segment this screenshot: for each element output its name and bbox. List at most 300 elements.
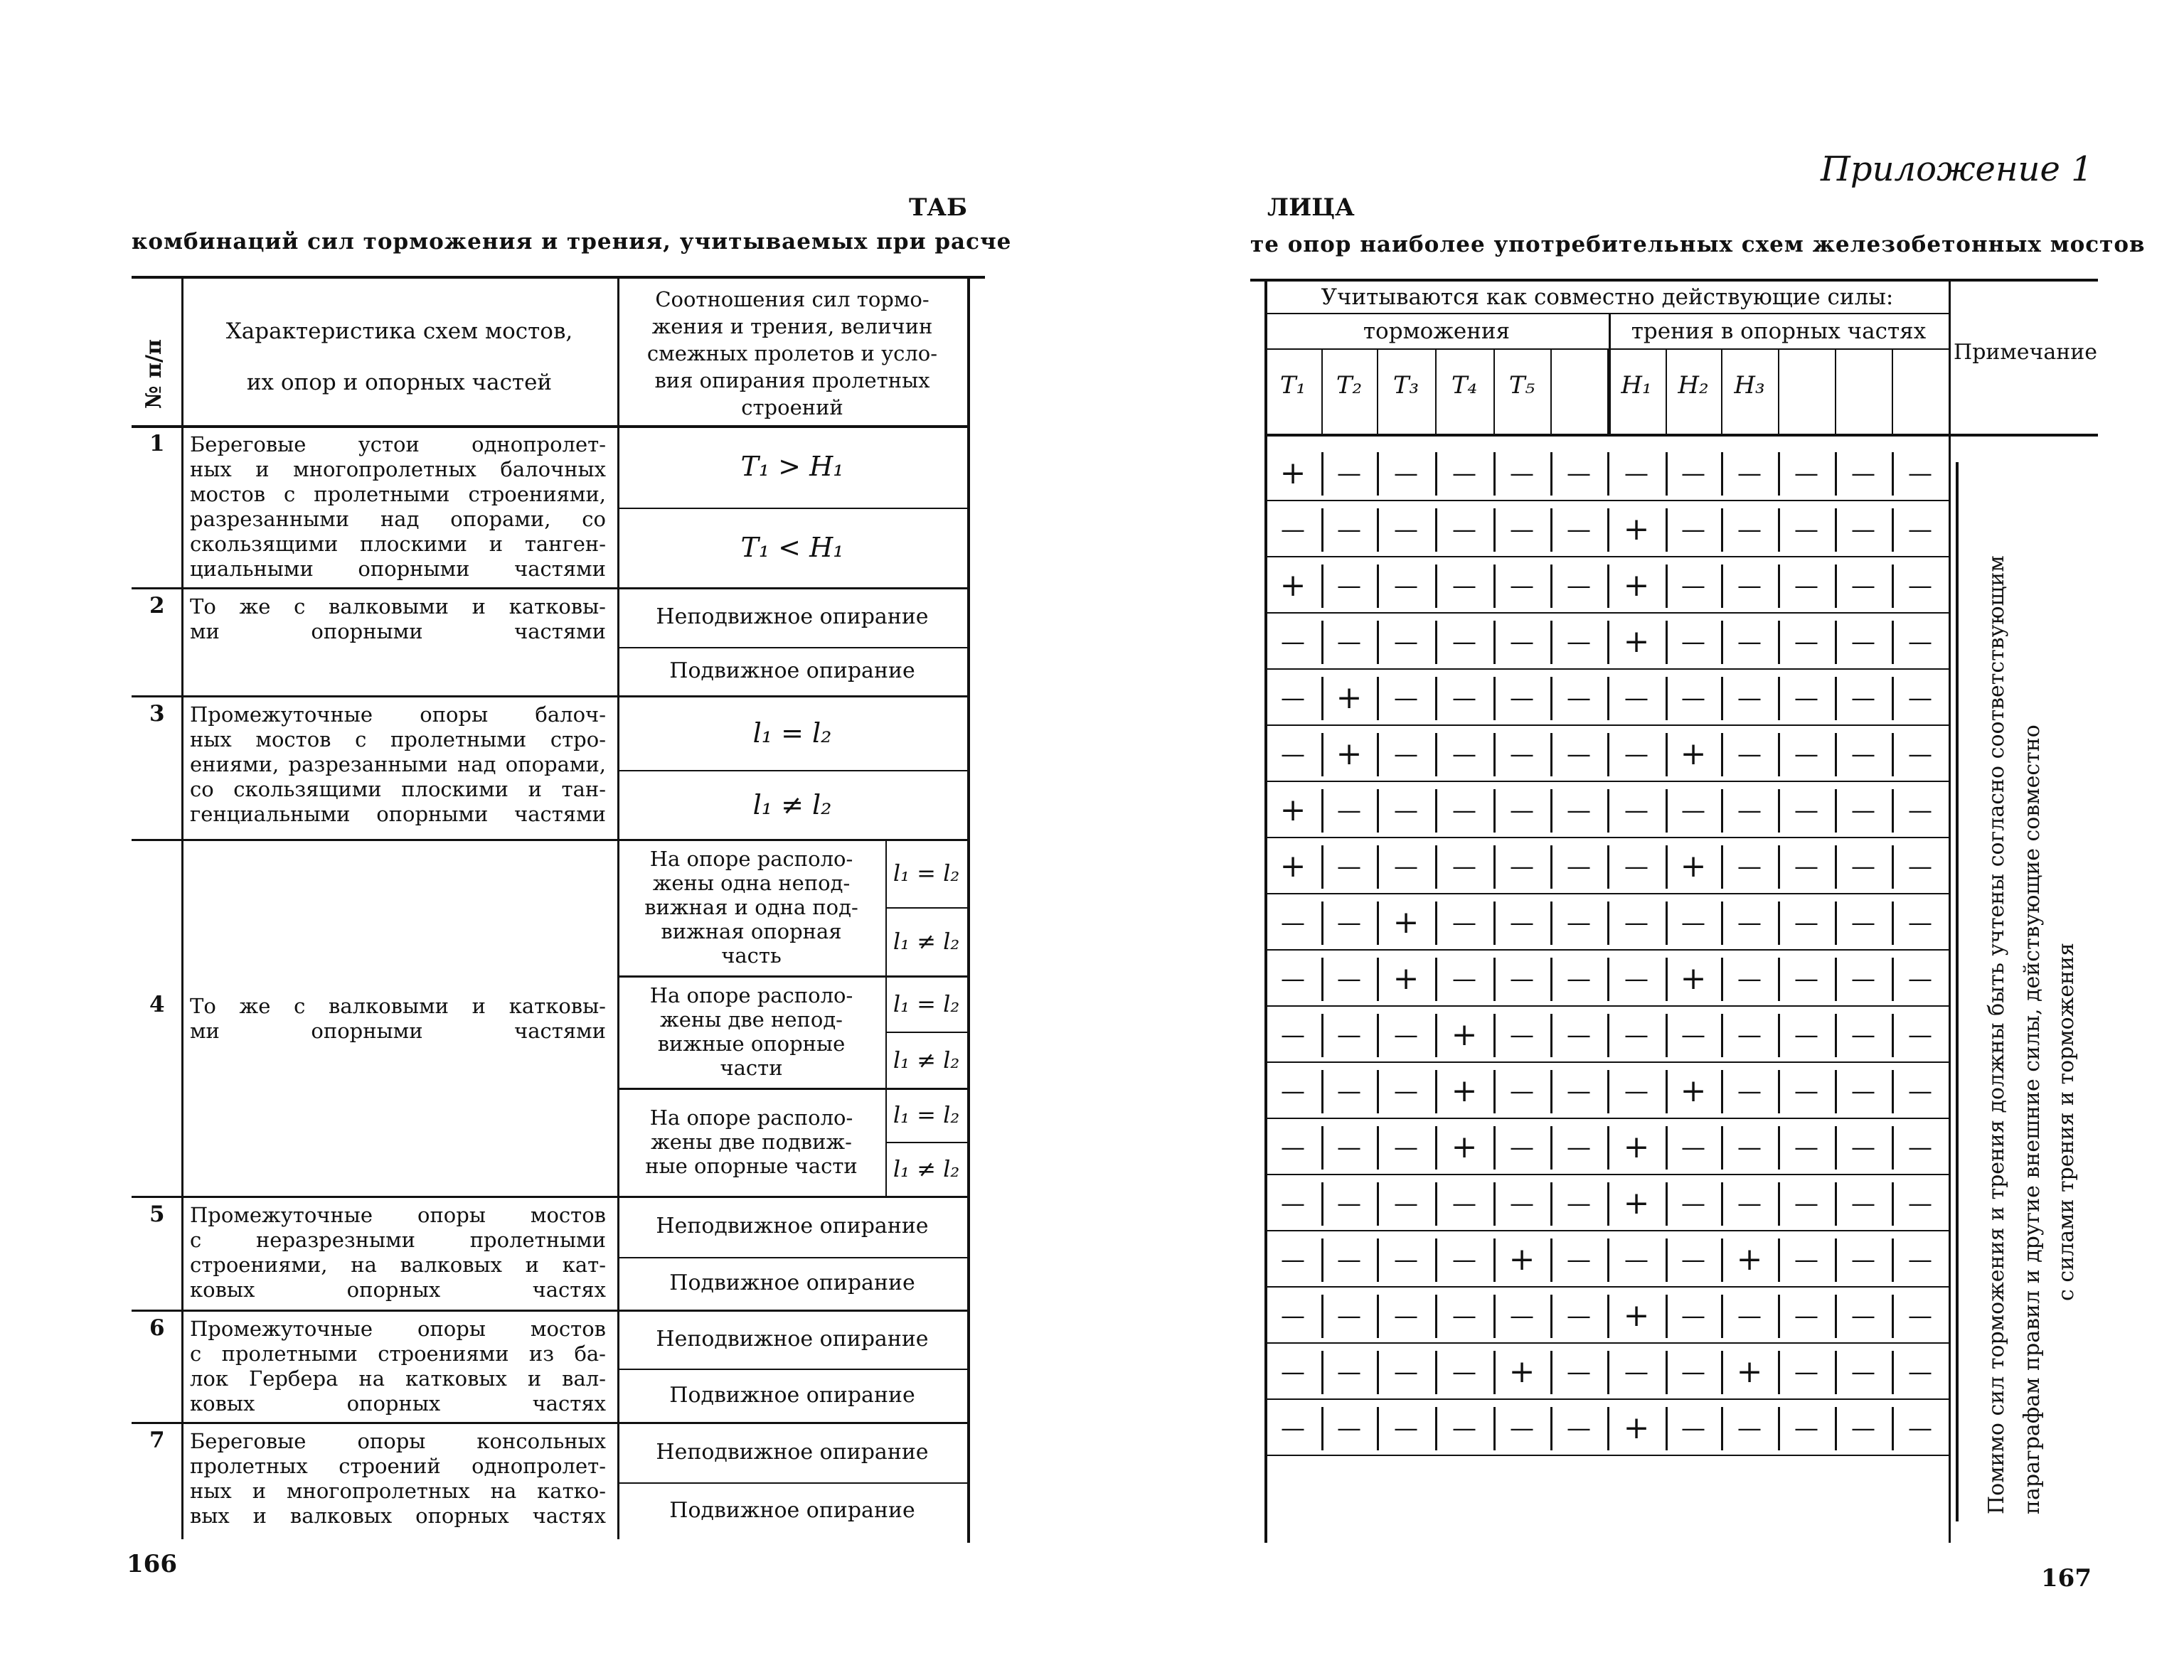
data-row-rule: [1264, 1230, 1949, 1231]
row-number: 1: [149, 431, 165, 456]
right-table-top-rule: [1250, 279, 2098, 282]
dash-sign: —: [1908, 1246, 1932, 1274]
dash-sign: —: [1624, 1358, 1648, 1386]
subgroup-text: вижная и одна под-: [644, 895, 858, 919]
dash-sign: —: [1394, 1077, 1418, 1106]
dash-sign: —: [1510, 1414, 1534, 1443]
dash-sign: —: [1510, 796, 1534, 825]
dash-sign: —: [1510, 572, 1534, 600]
dash-sign: —: [1281, 965, 1305, 993]
dash-sign: —: [1794, 459, 1818, 488]
dash-sign: —: [1281, 1302, 1305, 1330]
dash-sign: —: [1510, 965, 1534, 993]
dash-sign: —: [1337, 1077, 1361, 1106]
dash-sign: —: [1510, 1302, 1534, 1330]
dash-sign: —: [1567, 1414, 1591, 1443]
dash-sign: —: [1851, 1414, 1875, 1443]
dash-sign: —: [1510, 515, 1534, 544]
dash-sign: —: [1794, 628, 1818, 656]
ratio-split: [617, 508, 967, 509]
ratio-split: [617, 770, 967, 771]
ratio-cell: l₁ ≠ l₂: [752, 788, 832, 820]
row-description: ных и многопролетных балочных: [190, 457, 606, 481]
dash-sign: —: [1851, 1021, 1875, 1049]
ratio-split: [617, 1369, 967, 1370]
plus-sign: +: [1508, 1241, 1535, 1278]
dash-sign: —: [1794, 1133, 1818, 1162]
data-row-rule: [1264, 837, 1949, 838]
note-bracket: [1956, 462, 1959, 1521]
dash-sign: —: [1851, 909, 1875, 937]
dash-sign: —: [1681, 515, 1705, 544]
dash-sign: —: [1394, 1302, 1418, 1330]
dash-sign: —: [1337, 1189, 1361, 1218]
friction-header: трения в опорных частях: [1631, 319, 1927, 344]
row-description: скользящими плоскими и танген-: [190, 532, 606, 556]
dash-sign: —: [1851, 740, 1875, 769]
dash-sign: —: [1908, 1021, 1932, 1049]
left-col-divider: [967, 276, 970, 1543]
dash-sign: —: [1394, 515, 1418, 544]
plus-sign: +: [1451, 1073, 1478, 1109]
dash-sign: —: [1510, 1021, 1534, 1049]
column-head-divider: [1778, 348, 1779, 434]
data-row-rule: [1264, 612, 1949, 614]
row-description: ми опорными частями: [190, 619, 606, 643]
dash-sign: —: [1510, 1133, 1534, 1162]
dash-sign: —: [1567, 515, 1591, 544]
column-head-divider: [1892, 348, 1893, 434]
ratio-split: [617, 1482, 967, 1484]
dash-sign: —: [1452, 1358, 1476, 1386]
row-description: лок Гербера на катковых и вал-: [190, 1366, 606, 1391]
dash-sign: —: [1737, 796, 1762, 825]
data-row-rule: [1264, 668, 1949, 670]
ratio-cell: Подвижное опирание: [669, 1498, 915, 1523]
dash-sign: —: [1452, 796, 1476, 825]
subgroup-text: вижная опорная: [661, 919, 842, 943]
dash-sign: —: [1567, 1246, 1591, 1274]
dash-sign: —: [1737, 1133, 1762, 1162]
data-row-rule: [1264, 1398, 1949, 1400]
row-description: ковых опорных частях: [190, 1278, 606, 1302]
plus-sign: +: [1279, 455, 1306, 491]
dash-sign: —: [1281, 740, 1305, 769]
dash-sign: —: [1452, 628, 1476, 656]
dash-sign: —: [1567, 1358, 1591, 1386]
subgroup-ratio: l₁ = l₂: [893, 1101, 960, 1128]
subgroup-text: На опоре располо-: [649, 847, 853, 871]
dash-sign: —: [1681, 684, 1705, 712]
ratio-cell: l₁ = l₂: [752, 717, 832, 749]
dash-sign: —: [1908, 796, 1932, 825]
dash-sign: —: [1510, 909, 1534, 937]
dash-sign: —: [1681, 909, 1705, 937]
plus-sign: +: [1279, 848, 1306, 884]
row-number: 3: [149, 701, 165, 727]
row-description: строениями, на валковых и кат-: [190, 1253, 606, 1277]
dash-sign: —: [1452, 684, 1476, 712]
dash-sign: —: [1567, 628, 1591, 656]
dash-sign: —: [1337, 796, 1361, 825]
dash-sign: —: [1681, 1358, 1705, 1386]
dash-sign: —: [1737, 852, 1762, 881]
dash-sign: —: [1394, 1358, 1418, 1386]
dash-sign: —: [1681, 1302, 1705, 1330]
dash-sign: —: [1281, 909, 1305, 937]
dash-sign: —: [1452, 1302, 1476, 1330]
column-head-divider: [1550, 348, 1552, 434]
right-note-divider: [1949, 279, 1951, 1543]
dash-sign: —: [1851, 1302, 1875, 1330]
row-description: мостов с пролетными строениями,: [190, 482, 606, 506]
row-description: То же с валковыми и катковы-: [190, 594, 606, 619]
dash-sign: —: [1681, 459, 1705, 488]
note-line: с силами трения и торможения: [2054, 942, 2079, 1301]
column-head: T₂: [1336, 371, 1363, 400]
dash-sign: —: [1851, 1077, 1875, 1106]
dash-sign: —: [1510, 1077, 1534, 1106]
plus-sign: +: [1336, 736, 1363, 772]
subgroup-split: [885, 1142, 967, 1143]
dash-sign: —: [1737, 628, 1762, 656]
plus-sign: +: [1680, 1073, 1707, 1109]
dash-sign: —: [1794, 740, 1818, 769]
dash-sign: —: [1510, 740, 1534, 769]
dash-sign: —: [1737, 515, 1762, 544]
data-row-rule: [1264, 556, 1949, 557]
dash-sign: —: [1681, 1189, 1705, 1218]
dash-sign: —: [1908, 1414, 1932, 1443]
dash-sign: —: [1510, 459, 1534, 488]
dash-sign: —: [1281, 1133, 1305, 1162]
dash-sign: —: [1452, 852, 1476, 881]
dash-sign: —: [1394, 459, 1418, 488]
dash-sign: —: [1851, 1246, 1875, 1274]
dash-sign: —: [1737, 740, 1762, 769]
dash-sign: —: [1567, 796, 1591, 825]
dash-sign: —: [1567, 965, 1591, 993]
plus-sign: +: [1392, 961, 1419, 997]
dash-sign: —: [1624, 852, 1648, 881]
note-header: Примечание: [1954, 340, 2097, 365]
ratio-cell: Подвижное опирание: [669, 1382, 915, 1408]
plus-sign: +: [1680, 848, 1707, 884]
group-header: Учитываются как совместно действующие силы:: [1321, 284, 1894, 310]
dash-sign: —: [1567, 1302, 1591, 1330]
plus-sign: +: [1623, 511, 1650, 547]
dash-sign: —: [1567, 740, 1591, 769]
subgroup-text: ные опорные части: [645, 1154, 858, 1178]
plus-sign: +: [1336, 680, 1363, 716]
row-divider: [132, 1422, 967, 1424]
page-number-left: 166: [127, 1550, 177, 1578]
data-row-rule: [1264, 781, 1949, 782]
row-number: 5: [149, 1202, 165, 1227]
right-subgroup-rule: [1264, 348, 1949, 350]
dash-sign: —: [1281, 628, 1305, 656]
dash-sign: —: [1681, 572, 1705, 600]
dash-sign: —: [1794, 1021, 1818, 1049]
plus-sign: +: [1451, 1017, 1478, 1053]
dash-sign: —: [1281, 1358, 1305, 1386]
row-description: ми опорными частями: [190, 1019, 606, 1043]
subgroup-ratio: l₁ = l₂: [893, 990, 960, 1017]
header-ratio-label: жения и трения, величин: [651, 314, 933, 338]
row-description: циальными опорными частями: [190, 557, 606, 581]
dash-sign: —: [1567, 1189, 1591, 1218]
row-divider: [132, 695, 967, 697]
dash-sign: —: [1851, 965, 1875, 993]
row-description: генциальными опорными частями: [190, 802, 606, 826]
data-row-rule: [1264, 1061, 1949, 1063]
note-line: параграфам правил и другие внешние силы, действующие совместно: [2020, 724, 2045, 1514]
dash-sign: —: [1452, 515, 1476, 544]
row-description: Промежуточные опоры мостов: [190, 1203, 606, 1227]
column-head: T₁: [1279, 371, 1306, 400]
header-char-label: Характеристика схем мостов,: [225, 319, 573, 344]
plus-sign: +: [1623, 1298, 1650, 1334]
plus-sign: +: [1279, 792, 1306, 828]
row-description: Береговые опоры консольных: [190, 1429, 606, 1453]
subgroup-ratio: l₁ ≠ l₂: [893, 928, 960, 955]
subgroup-text: жены одна непод-: [652, 871, 851, 895]
subtitle-left: комбинаций сил торможения и трения, учитываемых при расче: [132, 229, 1012, 255]
dash-sign: —: [1908, 515, 1932, 544]
row-number: 7: [149, 1428, 165, 1453]
title-right-part: ЛИЦА: [1267, 193, 1355, 222]
header-char-label: их опор и опорных частей: [246, 370, 553, 395]
dash-sign: —: [1337, 1302, 1361, 1330]
dash-sign: —: [1794, 796, 1818, 825]
data-row-rule: [1264, 1455, 1949, 1456]
dash-sign: —: [1794, 1302, 1818, 1330]
dash-sign: —: [1851, 684, 1875, 712]
data-row-rule: [1264, 724, 1949, 726]
plus-sign: +: [1736, 1241, 1763, 1278]
data-row-rule: [1264, 1118, 1949, 1119]
ratio-cell: Подвижное опирание: [669, 658, 915, 683]
dash-sign: —: [1908, 572, 1932, 600]
subgroup-ratio: l₁ = l₂: [893, 860, 960, 887]
subgroup-text: На опоре располо-: [649, 983, 853, 1007]
note-line: Помимо сил торможения и трения должны быть учтены согласно соответствующим: [1984, 555, 2009, 1514]
column-head: H₂: [1678, 371, 1709, 400]
dash-sign: —: [1337, 628, 1361, 656]
subgroup-split: [885, 907, 967, 909]
row-description: ениями, разрезанными над опорами,: [190, 752, 606, 776]
dash-sign: —: [1337, 909, 1361, 937]
dash-sign: —: [1337, 1414, 1361, 1443]
dash-sign: —: [1794, 1358, 1818, 1386]
dash-sign: —: [1908, 1302, 1932, 1330]
plus-sign: +: [1623, 1185, 1650, 1221]
dash-sign: —: [1337, 1133, 1361, 1162]
dash-sign: —: [1737, 1021, 1762, 1049]
dash-sign: —: [1337, 572, 1361, 600]
ratio-cell: T₁ > H₁: [740, 451, 844, 482]
plus-sign: +: [1392, 904, 1419, 941]
plus-sign: +: [1508, 1354, 1535, 1390]
dash-sign: —: [1394, 852, 1418, 881]
dash-sign: —: [1794, 1077, 1818, 1106]
dash-sign: —: [1281, 1414, 1305, 1443]
ratio-split: [617, 1257, 967, 1258]
dash-sign: —: [1737, 459, 1762, 488]
dash-sign: —: [1567, 1021, 1591, 1049]
page-number-right: 167: [2041, 1564, 2092, 1593]
dash-sign: —: [1510, 852, 1534, 881]
dash-sign: —: [1681, 1133, 1705, 1162]
dash-sign: —: [1851, 628, 1875, 656]
dash-sign: —: [1851, 1189, 1875, 1218]
dash-sign: —: [1681, 1246, 1705, 1274]
column-head: T₃: [1392, 371, 1419, 400]
dash-sign: —: [1337, 1021, 1361, 1049]
dash-sign: —: [1624, 909, 1648, 937]
dash-sign: —: [1337, 1358, 1361, 1386]
column-head: H₁: [1621, 371, 1652, 400]
ratio-cell: Подвижное опирание: [669, 1270, 915, 1295]
dash-sign: —: [1908, 1189, 1932, 1218]
dash-sign: —: [1681, 796, 1705, 825]
dash-sign: —: [1394, 1133, 1418, 1162]
subgroup-text: жены две непод-: [660, 1007, 843, 1032]
dash-sign: —: [1452, 740, 1476, 769]
plus-sign: +: [1623, 1410, 1650, 1446]
dash-sign: —: [1794, 1189, 1818, 1218]
dash-sign: —: [1851, 1133, 1875, 1162]
data-row-rule: [1264, 893, 1949, 894]
dash-sign: —: [1394, 1414, 1418, 1443]
dash-sign: —: [1794, 572, 1818, 600]
dash-sign: —: [1394, 1189, 1418, 1218]
row-description: То же с валковыми и катковы-: [190, 994, 606, 1018]
dash-sign: —: [1337, 1246, 1361, 1274]
appendix-label: Приложение 1: [1821, 149, 2093, 189]
dash-sign: —: [1337, 515, 1361, 544]
dash-sign: —: [1851, 796, 1875, 825]
dash-sign: —: [1624, 459, 1648, 488]
dash-sign: —: [1452, 909, 1476, 937]
dash-sign: —: [1452, 1414, 1476, 1443]
dash-sign: —: [1851, 459, 1875, 488]
dash-sign: —: [1908, 909, 1932, 937]
dash-sign: —: [1737, 965, 1762, 993]
row-description: Промежуточные опоры мостов: [190, 1317, 606, 1341]
dash-sign: —: [1281, 1246, 1305, 1274]
dash-sign: —: [1794, 852, 1818, 881]
row-divider: [132, 839, 967, 841]
dash-sign: —: [1452, 965, 1476, 993]
dash-sign: —: [1794, 909, 1818, 937]
row-divider: [132, 1310, 967, 1312]
row-description: ковых опорных частях: [190, 1391, 606, 1416]
left-table-header-rule: [132, 425, 967, 428]
plus-sign: +: [1623, 567, 1650, 604]
dash-sign: —: [1281, 1189, 1305, 1218]
row-number: 6: [149, 1315, 165, 1341]
dash-sign: —: [1452, 1189, 1476, 1218]
dash-sign: —: [1908, 1133, 1932, 1162]
dash-sign: —: [1908, 1077, 1932, 1106]
dash-sign: —: [1394, 740, 1418, 769]
data-row-rule: [1264, 1286, 1949, 1288]
column-head: T₅: [1508, 371, 1535, 400]
dash-sign: —: [1794, 515, 1818, 544]
dash-sign: —: [1681, 1414, 1705, 1443]
row-description: вых и валковых опорных частях: [190, 1504, 606, 1528]
dash-sign: —: [1281, 1021, 1305, 1049]
row-description: со скользящими плоскими и тан-: [190, 777, 606, 801]
dash-sign: —: [1394, 572, 1418, 600]
right-header-rule: [1264, 434, 2098, 437]
dash-sign: —: [1337, 459, 1361, 488]
row-description: ных и многопролетных на катко-: [190, 1479, 606, 1503]
plus-sign: +: [1623, 1129, 1650, 1165]
dash-sign: —: [1794, 1414, 1818, 1443]
dash-sign: —: [1624, 1077, 1648, 1106]
data-row-rule: [1264, 1342, 1949, 1344]
left-table-top-rule: [132, 276, 985, 279]
dash-sign: —: [1394, 684, 1418, 712]
row-number: 2: [149, 593, 165, 619]
dash-sign: —: [1337, 852, 1361, 881]
dash-sign: —: [1567, 1133, 1591, 1162]
dash-sign: —: [1737, 1189, 1762, 1218]
dash-sign: —: [1737, 1414, 1762, 1443]
subgroup-text: часть: [721, 943, 782, 968]
dash-sign: —: [1452, 572, 1476, 600]
row-description: пролетных строений однопролет-: [190, 1454, 606, 1478]
dash-sign: —: [1681, 1021, 1705, 1049]
dash-sign: —: [1281, 684, 1305, 712]
dash-sign: —: [1624, 684, 1648, 712]
braking-header: торможения: [1363, 319, 1511, 344]
plus-sign: +: [1680, 736, 1707, 772]
dash-sign: —: [1624, 1246, 1648, 1274]
dash-sign: —: [1567, 909, 1591, 937]
dash-sign: —: [1737, 1077, 1762, 1106]
header-ratio-label: смежных пролетов и усло-: [646, 341, 938, 365]
dash-sign: —: [1281, 1077, 1305, 1106]
subgroup-text: На опоре располо-: [649, 1106, 853, 1130]
subgroup-ratio: l₁ ≠ l₂: [893, 1046, 960, 1074]
ratio-cell: Неподвижное опирание: [656, 1214, 929, 1238]
data-row-rule: [1264, 1005, 1949, 1007]
column-head: H₃: [1734, 371, 1765, 400]
row-divider: [132, 587, 967, 589]
data-row-rule: [1264, 949, 1949, 951]
plus-sign: +: [1623, 624, 1650, 660]
dash-sign: —: [1908, 740, 1932, 769]
row-number: 4: [149, 992, 165, 1017]
plus-sign: +: [1451, 1129, 1478, 1165]
ratio-cell: T₁ < H₁: [740, 532, 844, 563]
row-divider: [132, 1196, 967, 1198]
right-group-rule: [1264, 313, 1949, 314]
plus-sign: +: [1736, 1354, 1763, 1390]
data-row-rule: [1264, 500, 1949, 501]
dash-sign: —: [1794, 1246, 1818, 1274]
dash-sign: —: [1737, 909, 1762, 937]
dash-sign: —: [1281, 515, 1305, 544]
subgroup-rule: [617, 1088, 967, 1090]
dash-sign: —: [1452, 1246, 1476, 1274]
dash-sign: —: [1851, 515, 1875, 544]
dash-sign: —: [1624, 740, 1648, 769]
dash-sign: —: [1337, 965, 1361, 993]
